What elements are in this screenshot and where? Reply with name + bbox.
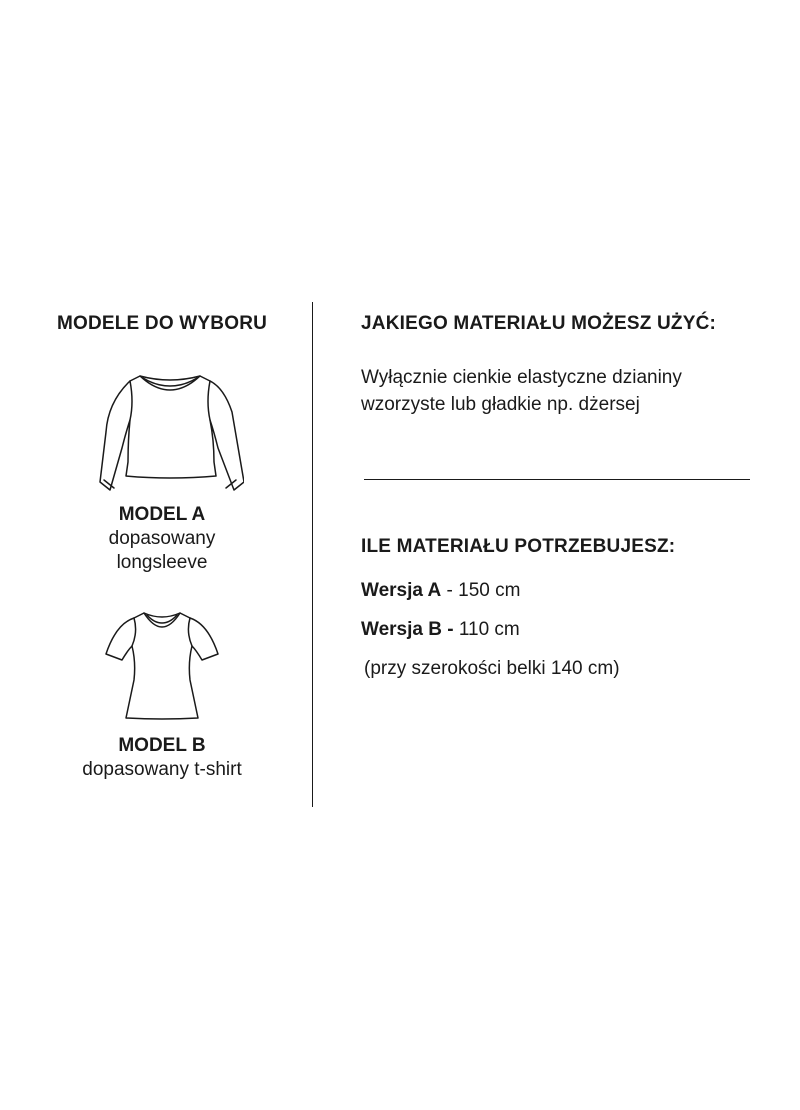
material-text-line-1: Wyłącznie cienkie elastyczne dzianiny <box>361 367 682 388</box>
version-a-value: - 150 cm <box>441 580 521 601</box>
material-text-line-2: wzorzyste lub gładkie np. dżersej <box>361 394 640 415</box>
model-a-name: MODEL A <box>118 504 206 525</box>
model-b-desc: dopasowany t-shirt <box>82 759 242 780</box>
longsleeve-shirt-icon <box>96 372 244 494</box>
material-heading: JAKIEGO MATERIAŁU MOŻESZ UŻYĆ: <box>361 313 717 334</box>
model-b-label <box>0 734 324 782</box>
tshirt-icon <box>104 610 220 722</box>
model-a-label <box>0 503 324 575</box>
model-a-desc2: longsleeve <box>116 552 208 573</box>
fabric-width-note: (przy szerokości belki 140 cm) <box>364 658 620 679</box>
model-a-desc: dopasowany <box>108 528 216 549</box>
version-a-label: Wersja A <box>361 580 442 601</box>
amount-heading: ILE MATERIAŁU POTRZEBUJESZ: <box>361 536 676 557</box>
version-a-line <box>361 580 520 602</box>
model-b-name: MODEL B <box>118 735 206 756</box>
column-divider <box>312 302 313 807</box>
version-b-line <box>361 619 520 641</box>
section-divider <box>364 479 750 480</box>
models-heading: MODELE DO WYBORU <box>56 313 268 334</box>
version-b-value: 110 cm <box>453 619 520 640</box>
material-description <box>361 364 761 418</box>
version-b-label: Wersja B - <box>361 619 454 640</box>
